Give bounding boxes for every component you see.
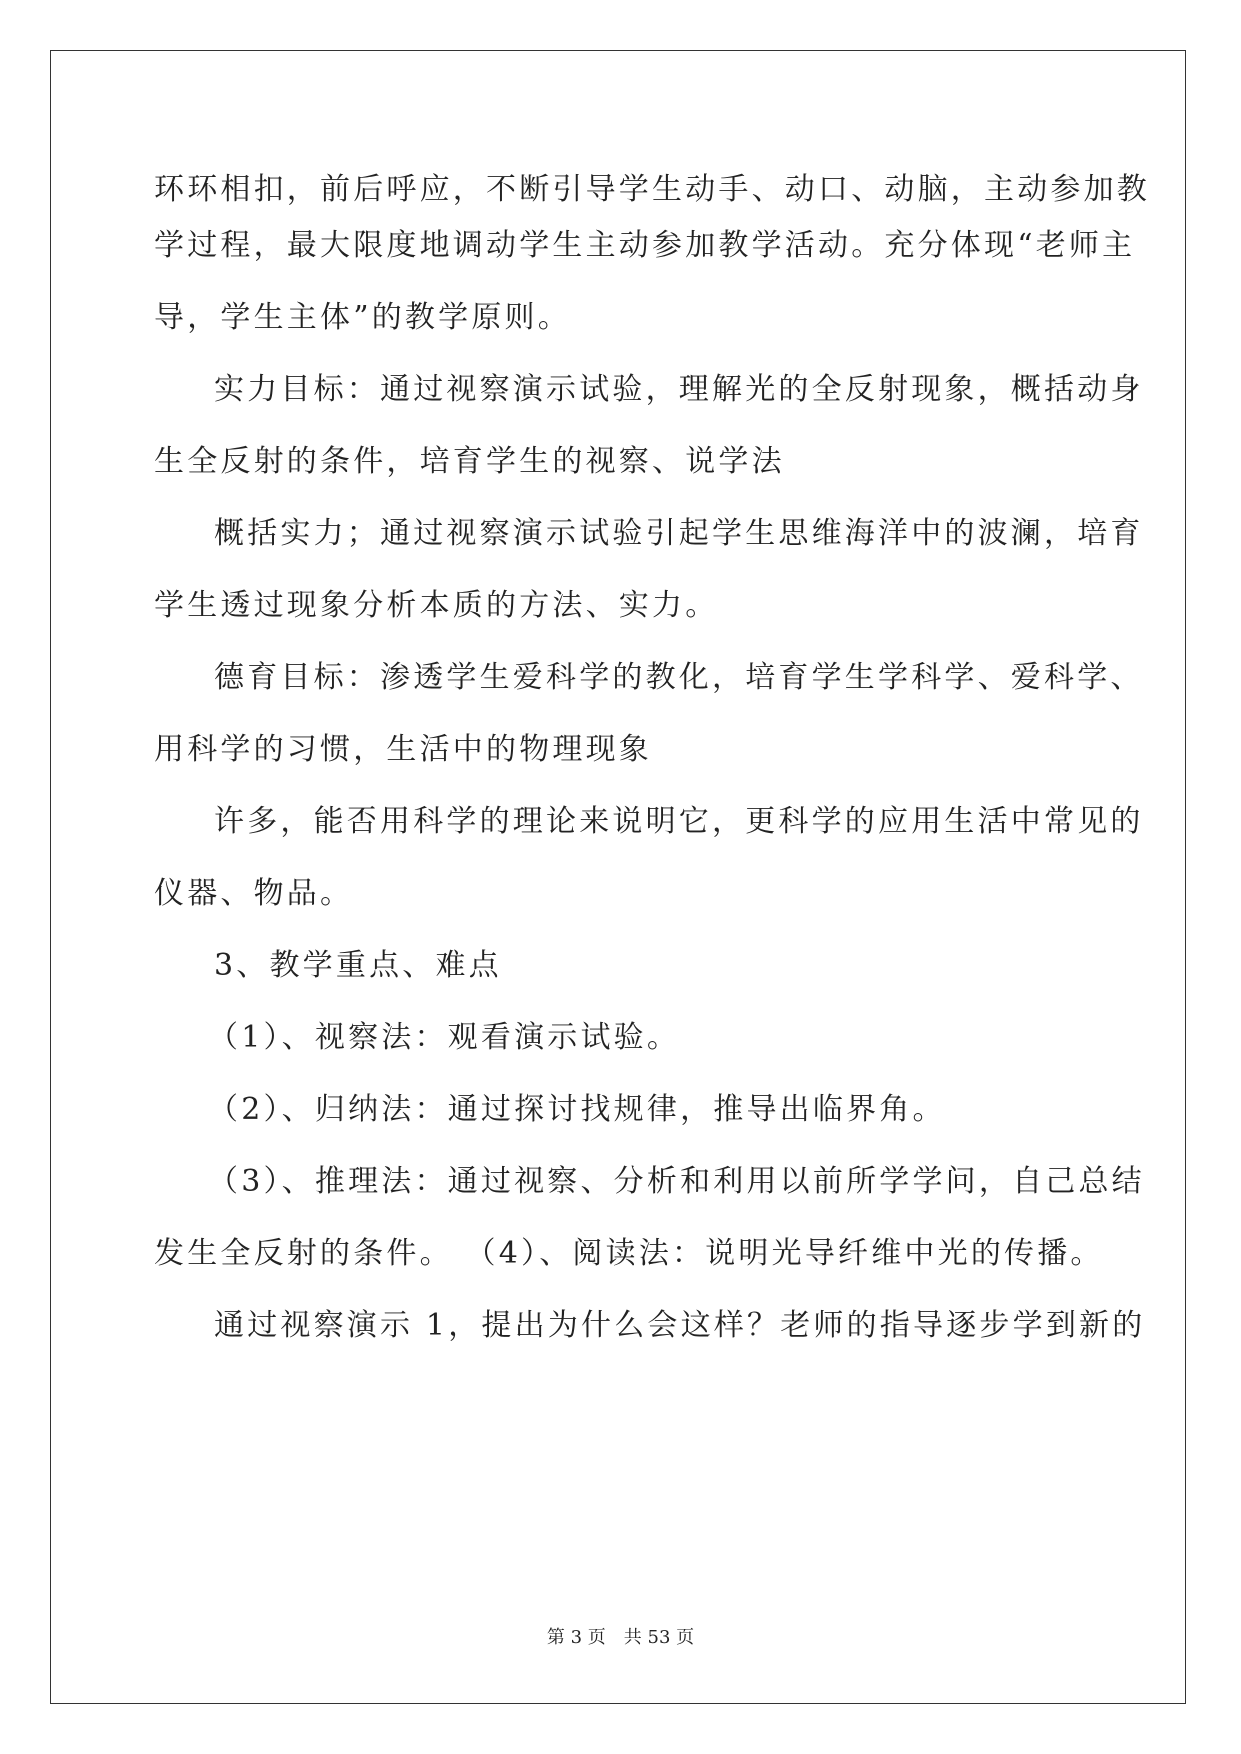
body-text-line: 环环相扣，前后呼应，不断引导学生动手、动口、动脑，主动参加教 — [154, 172, 1150, 207]
body-text-line: 发生全反射的条件。 （4）、阅读法：说明光导纤维中光的传播。 — [154, 1236, 1104, 1271]
body-text-line: 概括实力；通过视察演示试验引起学生思维海洋中的波澜，培育 — [214, 516, 1144, 551]
body-text-line: 导，学生主体”的教学原则。 — [154, 300, 571, 335]
body-text-line: 仪器、物品。 — [154, 876, 354, 911]
body-text-line: 学过程，最大限度地调动学生主动参加教学活动。充分体现“老师主 — [154, 228, 1136, 263]
section-heading: 3、教学重点、难点 — [214, 948, 502, 983]
list-item: （2）、归纳法：通过探讨找规律，推导出临界角。 — [208, 1092, 946, 1127]
list-item: （3）、推理法：通过视察、分析和利用以前所学学问，自己总结 — [208, 1164, 1145, 1199]
body-text-line: 生全反射的条件，培育学生的视察、说学法 — [154, 444, 785, 479]
body-text-line: 实力目标：通过视察演示试验，理解光的全反射现象，概括动身 — [214, 372, 1144, 407]
body-text-line: 通过视察演示 1，提出为什么会这样？老师的指导逐步学到新的 — [214, 1308, 1146, 1343]
body-text-line: 用科学的习惯，生活中的物理现象 — [154, 732, 652, 767]
body-text-line: 学生透过现象分析本质的方法、实力。 — [154, 588, 719, 623]
body-text-line: 许多，能否用科学的理论来说明它，更科学的应用生活中常见的 — [214, 804, 1144, 839]
body-text-line: 德育目标：渗透学生爱科学的教化，培育学生学科学、爱科学、 — [214, 660, 1144, 695]
list-item: （1）、视察法：观看演示试验。 — [208, 1020, 681, 1055]
page-number-footer: 第 3 页 共 53 页 — [546, 1627, 695, 1648]
